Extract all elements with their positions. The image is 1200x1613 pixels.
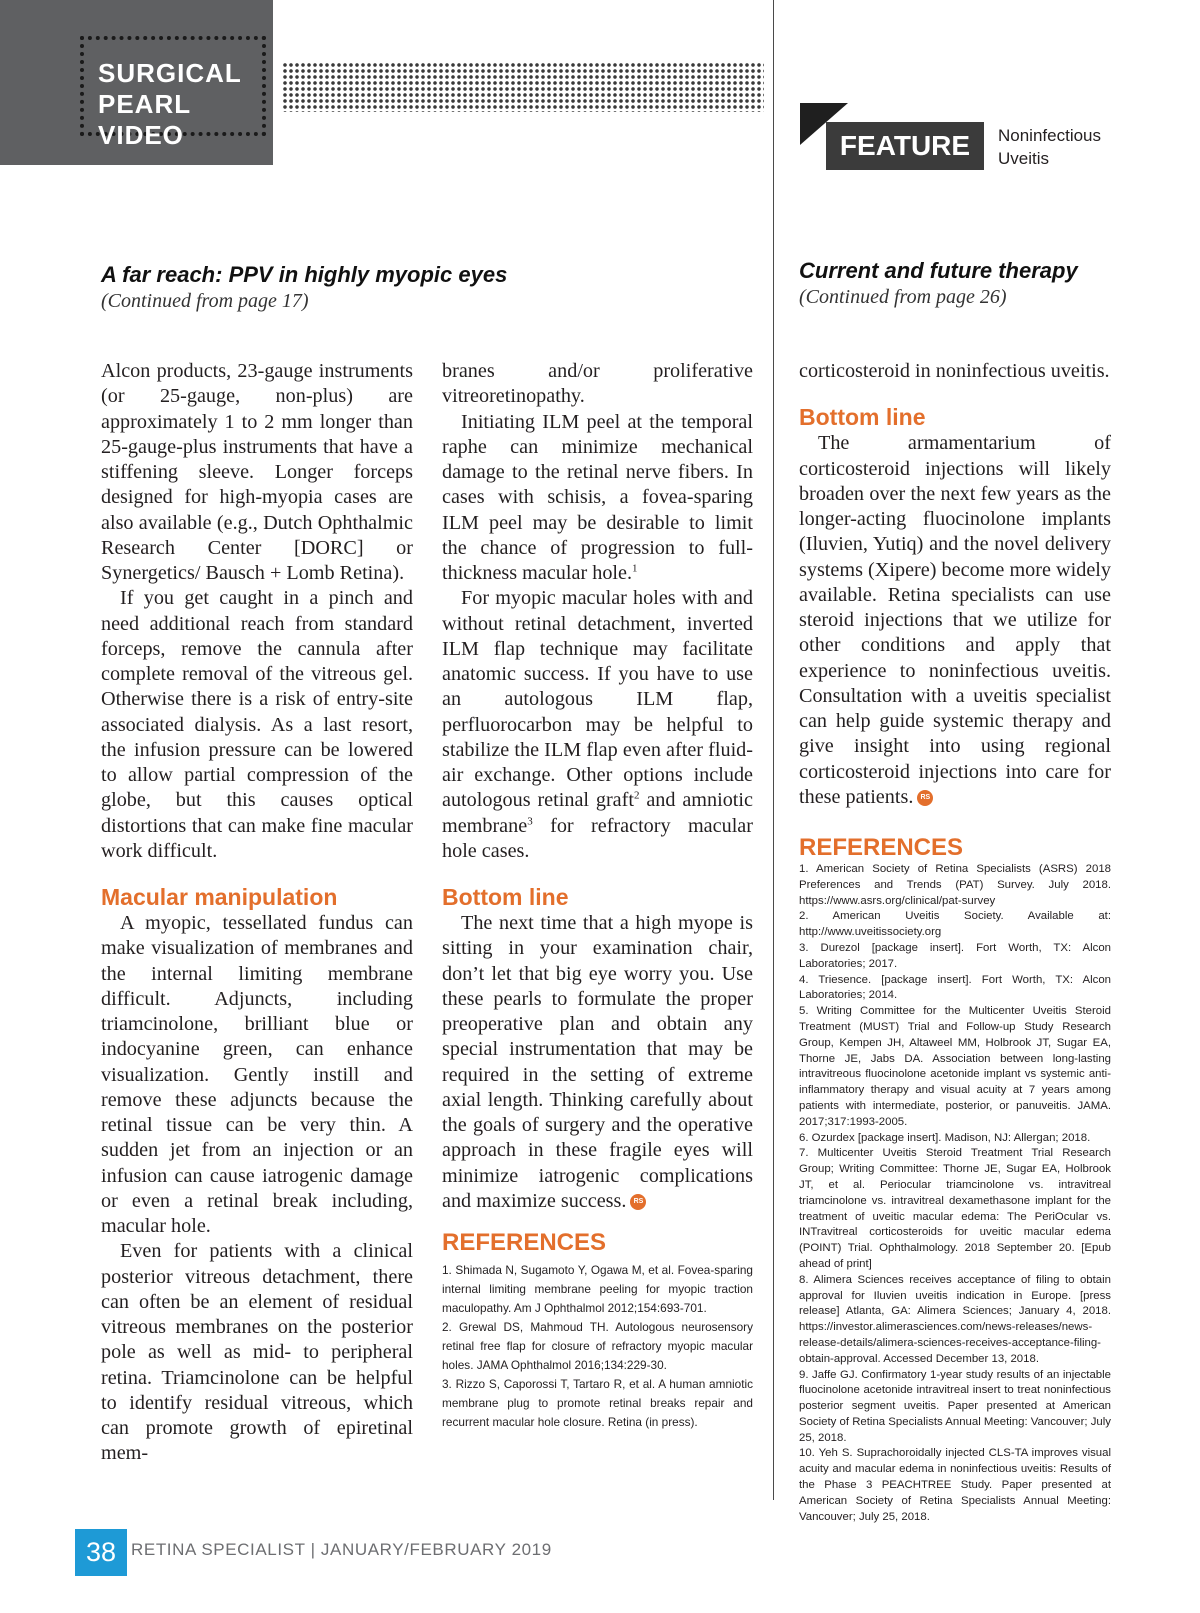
- citation-ref: 2: [633, 789, 640, 802]
- section-title-line1: SURGICAL: [98, 58, 242, 88]
- reference-item: 5. Writing Committee for the Multicenter Uveitis Steroid Treatment (MUST) Trial and Follow-up Study Research Group, Kempen JH, Altaweel MM, Holbrook JT, Sugar EA, Thorne JE, Jabs DA. Association between long-lasting intravitreous fluocinolone acetonide implant vs systemic anti-inflammatory therapy and visual acuity at 7 years among patients with intermediate, posterior, or panuveitis. JAMA. 2017;317:1993-2005.: [799, 1005, 1111, 1128]
- paragraph: [442, 911, 753, 1214]
- paragraph: A myopic, tessellated fundus can make visualization of membranes and the internal limiting membrane difficult. Adjuncts, including triamcinolone, brilliant blue or indocyanine green, can enhance visualization. Gently instill and remove these adjuncts because the retinal tissue can be very thin. A sudden jet from an injection or an infusion can cause iatrogenic damage or even a retinal break including, macular hole.: [101, 912, 413, 1237]
- references-section: [799, 834, 1111, 1525]
- page-number: 38: [75, 1529, 127, 1576]
- paragraph: [442, 586, 753, 864]
- left-article-title: A far reach: PPV in highly myopic eyes: [101, 262, 508, 287]
- paragraph: [799, 431, 1111, 810]
- feature-topic-line1: Noninfectious: [998, 126, 1102, 145]
- reference-item: 3. Rizzo S, Caporossi T, Tartaro R, et al. A human amniotic membrane plug to promote retinal breaks repair and recurrent macular hole closure. Retina (in press).: [442, 1377, 753, 1429]
- citation-ref: 1: [632, 562, 638, 575]
- citation-ref: 3: [527, 814, 533, 827]
- references-list: [799, 862, 1111, 1525]
- paragraph-text: Initiating ILM peel at the temporal raphe can minimize mechanical damage to the retinal nerve fibers. In cases with schisis, a fovea-sparing ILM peel may be desirable to limit the chance of progression to full-thickness macular hole.: [442, 410, 753, 584]
- right-article-continued: (Continued from page 26): [799, 286, 1007, 308]
- reference-item: 1. Shimada N, Sugamoto Y, Ogawa M, et al. Fovea-sparing internal limiting membrane peeling for myopic traction maculopathy. Am J Ophthalmol 2012;154:693-701.: [442, 1263, 753, 1315]
- section-heading: Macular manipulation: [101, 884, 338, 910]
- paragraph-text: for refractory macular hole cases.: [442, 814, 753, 862]
- paragraph: If you get caught in a pinch and need additional reach from standard forceps, remove the cannula after complete removal of the vitreous gel. Otherwise there is a risk of entry-site associated dialysis. As a last resort, the infusion pressure can be lowered to allow partial compression of the globe, but this causes optical distortions that can make fine macular work difficult.: [101, 587, 413, 862]
- references-section: [442, 1229, 753, 1432]
- paragraph: Even for patients with a clinical posterior vitreous detachment, there can often be an element of residual vitreous membranes on the posterior pole as well as mid- to peripheral retina. Triamcinolone can be helpful to identify residual vitreous, which can promote growth of epiretinal mem-: [101, 1240, 413, 1465]
- references-heading: REFERENCES: [442, 1229, 607, 1256]
- reference-item: 2. Grewal DS, Mahmoud TH. Autologous neurosensory retinal free flap for closure of refractory myopic macular holes. JAMA Ophthalmol 2016;134:229-30.: [442, 1320, 753, 1372]
- reference-item: 1. American Society of Retina Specialists (ASRS) 2018 Preferences and Trends (PAT) Survey. July 2018. https://www.asrs.org/clinical/pat-survey: [799, 863, 1111, 907]
- reference-item: 9. Jaffe GJ. Confirmatory 1-year study results of an injectable fluocinolone acetonide intravitreal insert to treat noninfectious posterior segment uveitis. Paper presented at American Society of Retina Specialists Annual Meeting: Vancouver; July 25, 2018.: [799, 1368, 1111, 1444]
- section-heading: Bottom line: [442, 884, 569, 910]
- references-heading: REFERENCES: [799, 834, 964, 861]
- rs-logo-icon: RS: [630, 1194, 646, 1210]
- paragraph: Alcon products, 23-gauge instruments (or 25-gauge, non-plus) are approximately 1 to 2 mm longer than 25-gauge-plus instruments that have a stiffening sleeve. Longer forceps designed for high-myopia cases are also available (e.g., Dutch Ophthalmic Research Center [DORC] or Synergetics/ Bausch + Lomb Retina).: [101, 360, 413, 584]
- paragraph-text: and amniotic membrane: [442, 789, 753, 837]
- feature-label: FEATURE: [839, 130, 971, 161]
- publication-footer: RETINA SPECIALIST | JANUARY/FEBRUARY 2019: [131, 1540, 552, 1559]
- rs-logo-icon: RS: [917, 790, 933, 806]
- section-heading: Bottom line: [799, 404, 926, 431]
- reference-item: 7. Multicenter Uveitis Steroid Treatment Trial Research Group; Writing Committee: Thorne JE, Sugar EA, Holbrook JT, et al. Periocular triamcinolone vs. intravitreal triamcinolone vs. intravitreal dexamethasone implant for the treatment of uveitic macular edema: The PeriOcular vs. INTravitreal corticosteroids for uveitic macular edema (POINT) Trial. Ophthalmology. 2018 September 20. [Epub ahead of print]: [799, 1147, 1111, 1270]
- feature-topic: [998, 124, 1118, 170]
- section-title-line2: PEARL VIDEO: [98, 89, 191, 150]
- paragraph-text: The next time that a high myope is sitting in your examination chair, don’t let that big eye worry you. Use these pearls to formulate the proper preoperative plan and obtain any special instrumentation that may be required in the setting of extreme axial length. Thinking carefully about the goals of surgery and the operative approach in these fragile eyes will minimize iatrogenic complications and maximize success.: [442, 912, 753, 1212]
- reference-item: 4. Triesence. [package insert]. Fort Worth, TX: Alcon Laboratories; 2014.: [799, 973, 1111, 1002]
- paragraph: corticosteroid in noninfectious uveitis.: [799, 360, 1110, 382]
- feature-topic-line2: Uveitis: [998, 149, 1050, 168]
- left-article-continued: (Continued from page 17): [101, 290, 309, 312]
- references-list: [442, 1261, 753, 1432]
- paragraph-text: For myopic macular holes with and without retinal detachment, inverted ILM flap technique may facilitate anatomic success. If you have to use an autologous ILM flap, perfluorocarbon may be helpful to stabilize the ILM flap even after fluid-air exchange. Other options include autologous retinal graft: [442, 587, 753, 812]
- reference-item: 8. Alimera Sciences receives acceptance of filing to obtain approval for Iluvien uveitis indication in Europe. [press release] Atlanta, GA: Alimera Sciences; January 4, 2018. https://investor.alimerasciences.com/news-releases/news-release-details/alimera-sciences-receives-acceptance-filing-obtain-approval. Accessed December 13, 2018.: [799, 1273, 1111, 1365]
- column-divider: [773, 0, 774, 1500]
- section-title: [98, 58, 258, 151]
- reference-item: 10. Yeh S. Suprachoroidally injected CLS-TA improves visual acuity and macular edema in noninfectious uveitis: Results of the Phase 3 PEACHTREE Study. Paper presented at American Society of Retina Specialists Annual Meeting: Vancouver; July 25, 2018.: [799, 1447, 1111, 1523]
- right-article-column: [799, 359, 1111, 1525]
- right-article-title: Current and future therapy: [799, 258, 1078, 283]
- paragraph: branes and/or proliferative vitreoretinopathy.: [442, 360, 753, 408]
- reference-item: 6. Ozurdex [package insert]. Madison, NJ: Allergan; 2018.: [799, 1131, 1091, 1144]
- reference-item: 2. American Uveitis Society. Available at: http://www.uveitissociety.org: [799, 910, 1111, 939]
- paragraph: [442, 410, 753, 587]
- left-article-column-1: [101, 359, 413, 1467]
- reference-item: 3. Durezol [package insert]. Fort Worth, TX: Alcon Laboratories; 2017.: [799, 941, 1111, 970]
- paragraph-text: The armamentarium of corticosteroid injections will likely broaden over the next few years as the longer-acting fluocinolone implants (Iluvien, Yutiq) and the novel delivery systems (Xipere) become more widely available. Retina specialists can use steroid injections that we utilize for other conditions and apply that experience to noninfectious uveitis. Consultation with a uveitis specialist can help guide systemic therapy and give insight into using regional corticosteroid injections into care for these patients.: [799, 432, 1111, 808]
- left-article-column-2: [442, 359, 753, 1432]
- decorative-dot-pattern: [282, 62, 764, 112]
